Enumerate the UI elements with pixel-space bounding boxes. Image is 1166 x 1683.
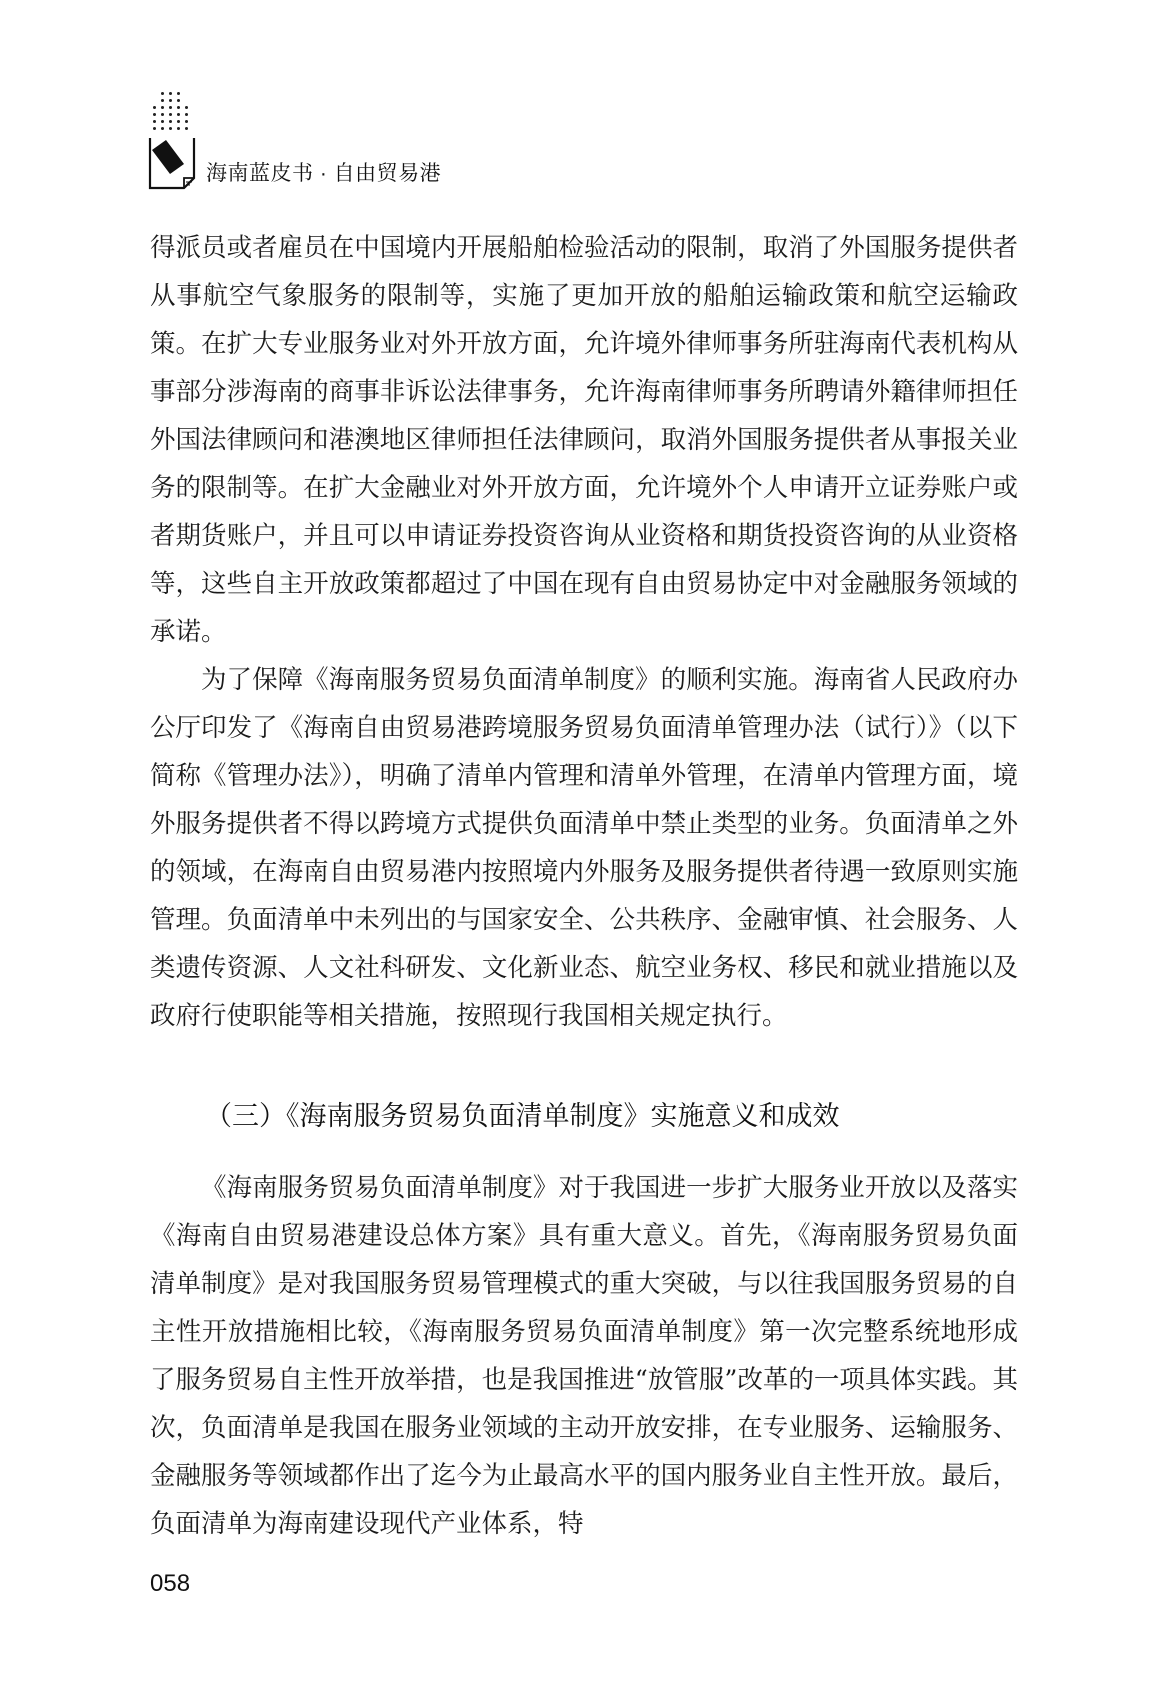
- dot: [185, 106, 188, 109]
- paragraph: 为了保障《海南服务贸易负面清单制度》的顺利实施。海南省人民政府办公厅印发了《海南自由贸易港跨境服务贸易负面清单管理办法（试行）》（以下简称《管理办法》），明确了清单内管理和清单外管理，在清单内管理方面，境外服务提供者不得以跨境方式提供负面清单中禁止类型的业务。负面清单之外的领域，在海南自由贸易港内按照境内外服务及服务提供者待遇一致原则实施管理。负面清单中未列出的与国家安全、公共秩序、金融审慎、社会服务、人类遗传资源、人文社科研发、文化新业态、航空业务权、移民和就业措施以及政府行使职能等相关措施，按照现行我国相关规定执行。: [150, 665, 1018, 1031]
- dot: [161, 127, 164, 130]
- dot: [177, 127, 180, 130]
- dot: [153, 127, 156, 130]
- dot: [169, 113, 172, 116]
- dot: [169, 127, 172, 130]
- book-corner-icon: [148, 136, 196, 192]
- dot: [177, 92, 180, 95]
- dot: [177, 106, 180, 109]
- dot: [161, 106, 164, 109]
- dot: [177, 99, 180, 102]
- dot: [185, 127, 188, 130]
- dot: [169, 106, 172, 109]
- paragraph-continued: 得派员或者雇员在中国境内开展船舶检验活动的限制，取消了外国服务提供者从事航空气象服务的限制等，实施了更加开放的船舶运输政策和航空运输政策。在扩大专业服务业对外开放方面，允许境外律师事务所驻海南代表机构从事部分涉海南的商事非诉讼法律事务，允许海南律师事务所聘请外籍律师担任外国法律顾问和港澳地区律师担任法律顾问，取消外国服务提供者从事报关业务的限制等。在扩大金融业对外开放方面，允许境外个人申请开立证券账户或者期货账户，并且可以申请证券投资咨询从业资格和期货投资咨询的从业资格等，这些自主开放政策都超过了中国在现有自由贸易协定中对金融服务领域的承诺。: [150, 233, 1018, 647]
- dot: [185, 113, 188, 116]
- dot: [153, 113, 156, 116]
- dot: [161, 92, 164, 95]
- dot: [161, 99, 164, 102]
- dot: [169, 99, 172, 102]
- body-text-block-1: [150, 224, 1018, 1040]
- running-title: 海南蓝皮书 · 自由贸易港: [206, 162, 442, 185]
- dot: [161, 113, 164, 116]
- dot: [177, 120, 180, 123]
- page-header: [148, 92, 568, 202]
- dot: [185, 120, 188, 123]
- body-text-block-2: [150, 1164, 1018, 1548]
- dot: [153, 106, 156, 109]
- dot: [169, 92, 172, 95]
- dot: [169, 120, 172, 123]
- dot: [153, 120, 156, 123]
- dot: [161, 120, 164, 123]
- dot-grid-decoration: [153, 92, 193, 136]
- section-heading: （三）《海南服务贸易负面清单制度》实施意义和成效: [205, 1101, 840, 1131]
- dot: [177, 113, 180, 116]
- paragraph: 《海南服务贸易负面清单制度》对于我国进一步扩大服务业开放以及落实《海南自由贸易港建设总体方案》具有重大意义。首先，《海南服务贸易负面清单制度》是对我国服务贸易管理模式的重大突破，与以往我国服务贸易的自主性开放措施相比较，《海南服务贸易负面清单制度》第一次完整系统地形成了服务贸易自主性开放举措，也是我国推进“放管服”改革的一项具体实践。其次，负面清单是我国在服务业领域的主动开放安排，在专业服务、运输服务、金融服务等领域都作出了迄今为止最高水平的国内服务业自主性开放。最后，负面清单为海南建设现代产业体系，特: [150, 1173, 1018, 1539]
- page-number: 058: [150, 1570, 191, 1597]
